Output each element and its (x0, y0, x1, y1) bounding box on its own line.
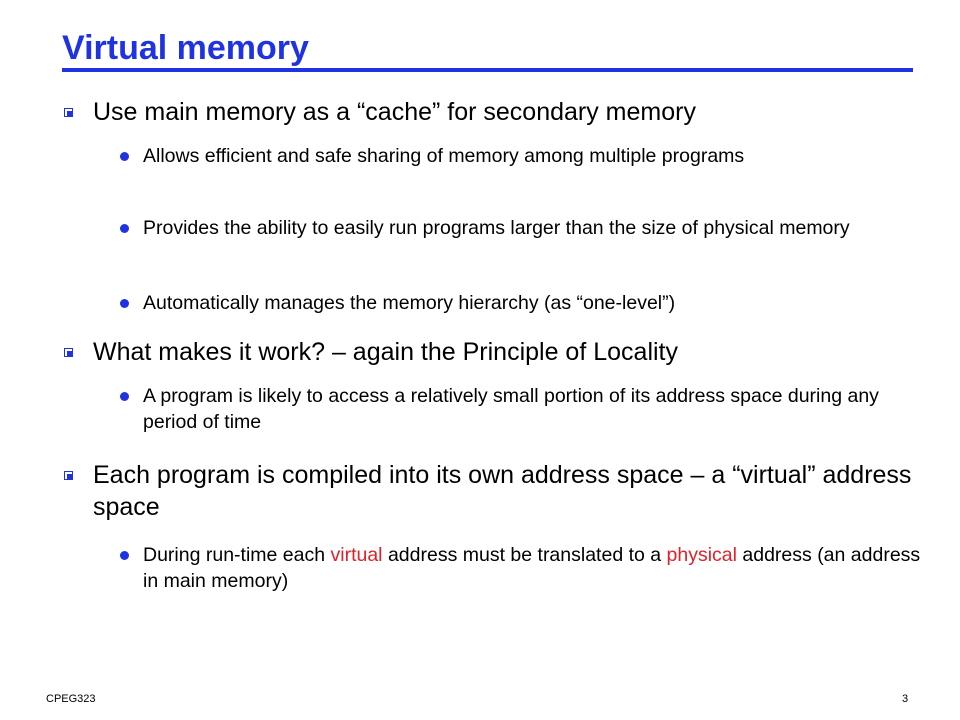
sub-text-before: During run-time each (143, 544, 331, 566)
round-bullet-icon (120, 392, 129, 401)
bullet-1-sub-2 (143, 215, 923, 241)
sub-text-middle: address must be translated to a (382, 544, 667, 566)
bullet-1-sub-2-text: Provides the ability to easily run programs larger than the size of physical memory (143, 217, 850, 239)
bullet-3-sub-1 (143, 542, 923, 594)
title-underline (62, 68, 913, 72)
bullet-1 (93, 96, 923, 128)
bullet-3-text: Each program is compiled into its own address space – a “virtual” address space (93, 461, 912, 521)
bullet-1-sub-3-text: Automatically manages the memory hierarchy (as “one-level”) (143, 292, 676, 314)
bullet-2 (93, 336, 923, 368)
sub-text-after: address (an address in main memory) (143, 544, 921, 592)
highlight-virtual: virtual (330, 544, 383, 566)
round-bullet-icon (120, 152, 129, 161)
round-bullet-icon (120, 224, 129, 233)
footer-page-number: 3 (902, 693, 909, 705)
bullet-3-sub-1-text (143, 544, 920, 592)
square-bullet-icon (64, 348, 73, 357)
bullet-1-sub-1 (143, 143, 923, 169)
square-bullet-icon (64, 108, 73, 117)
bullet-2-sub-1-text: A program is likely to access a relatively small portion of its address space during any period of time (143, 385, 879, 433)
bullet-1-sub-1-text: Allows efficient and safe sharing of memory among multiple programs (143, 145, 745, 167)
slide-title: Virtual memory (62, 29, 309, 67)
square-bullet-icon (64, 471, 73, 480)
bullet-2-sub-1 (143, 383, 923, 435)
round-bullet-icon (120, 299, 129, 308)
round-bullet-icon (120, 551, 129, 560)
bullet-1-sub-3 (143, 290, 923, 316)
bullet-3 (93, 459, 923, 523)
bullet-2-text: What makes it work? – again the Principle of Locality (93, 338, 678, 366)
bullet-1-text: Use main memory as a “cache” for secondary memory (93, 98, 696, 126)
highlight-physical: physical (666, 544, 737, 566)
footer-course-code: CPEG323 (46, 693, 96, 705)
